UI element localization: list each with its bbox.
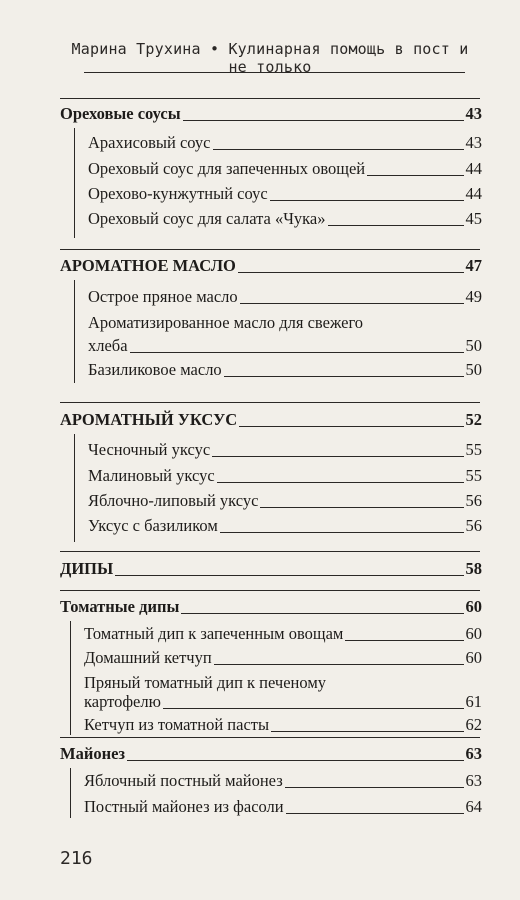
toc-entry-page: 64 [465, 797, 482, 816]
toc-entry[interactable] [88, 360, 482, 380]
toc-entry-page: 61 [465, 692, 482, 711]
toc-entry[interactable] [84, 692, 482, 712]
toc-entry-title: АРОМАТНЫЙ УКСУС [60, 410, 238, 429]
toc-entry-page: 47 [465, 256, 482, 275]
toc-entry[interactable] [88, 466, 482, 486]
leader-line [238, 272, 464, 273]
toc-entry-title: Кетчуп из томатной пасты [84, 715, 270, 734]
leader-line [271, 731, 463, 732]
toc-entry-page: 49 [465, 287, 482, 306]
toc-entry[interactable] [88, 491, 482, 511]
group-bracket [74, 434, 75, 542]
toc-entry-title: Домашний кетчуп [84, 648, 212, 667]
toc-entry-page: 55 [465, 466, 482, 485]
toc-entry[interactable] [88, 209, 482, 229]
leader-line [212, 456, 463, 457]
leader-line [130, 352, 464, 353]
toc-entry-page: 52 [465, 410, 482, 429]
toc-entry-title: Яблочный постный майонез [84, 771, 283, 790]
toc-entry-mayonnaise[interactable] [60, 744, 482, 764]
toc-entry-nut-sauces[interactable] [60, 104, 482, 124]
leader-line [224, 376, 464, 377]
toc-entry-tomato-dips[interactable] [60, 597, 482, 617]
toc-entry[interactable] [88, 440, 482, 460]
toc-entry-page: 44 [465, 159, 482, 178]
toc-entry-title: Арахисовый соус [88, 133, 211, 152]
section-rule [60, 98, 480, 99]
section-rule [60, 249, 480, 250]
group-bracket [70, 768, 71, 818]
section-rule [60, 402, 480, 403]
leader-line [217, 482, 464, 483]
toc-entry[interactable] [88, 336, 482, 356]
toc-entry-aromatic-vinegar[interactable] [60, 410, 482, 430]
leader-line [286, 813, 464, 814]
toc-entry[interactable] [84, 797, 482, 817]
leader-line [367, 175, 463, 176]
section-rule [60, 551, 480, 552]
toc-entry-page: 43 [465, 104, 482, 123]
page-number: 216 [60, 848, 93, 869]
toc-entry-title-line2: картофелю [84, 692, 161, 711]
toc-entry-title: Майонез [60, 744, 126, 763]
toc-entry-title: Ореховые соусы [60, 104, 181, 123]
toc-entry-title: Острое пряное масло [88, 287, 238, 306]
leader-line [240, 303, 464, 304]
toc-entry[interactable] [88, 287, 482, 307]
toc-entry-page: 60 [465, 624, 482, 643]
toc-entry[interactable] [88, 516, 482, 536]
leader-line [163, 708, 464, 709]
leader-line [239, 426, 463, 427]
leader-line [220, 532, 464, 533]
toc-entry-title: Уксус с базиликом [88, 516, 218, 535]
leader-line [115, 575, 463, 576]
toc-entry-page: 60 [465, 597, 482, 616]
toc-entry-page: 45 [465, 209, 482, 228]
toc-entry-title: ДИПЫ [60, 559, 114, 578]
toc-entry-page: 60 [465, 648, 482, 667]
running-head: Марина Трухина • Кулинарная помощь в пост и не только [71, 40, 469, 76]
toc-entry-page: 63 [465, 771, 482, 790]
toc-entry-title: Чесночный уксус [88, 440, 211, 459]
toc-entry-aromatic-oil[interactable] [60, 256, 482, 276]
leader-line [345, 640, 463, 641]
toc-entry-title: Базиликовое масло [88, 360, 222, 379]
toc-entry-page: 58 [465, 559, 482, 578]
group-bracket [74, 128, 75, 238]
toc-entry-title: Томатные дипы [60, 597, 180, 616]
leader-line [183, 120, 464, 121]
leader-line [213, 149, 464, 150]
toc-entry-dips[interactable] [60, 559, 482, 579]
toc-entry[interactable] [84, 648, 482, 668]
toc-entry-page: 62 [465, 715, 482, 734]
leader-line [285, 787, 464, 788]
leader-line [260, 507, 463, 508]
toc-entry[interactable] [88, 133, 482, 153]
leader-line [270, 200, 464, 201]
toc-entry-title-line2: хлеба [88, 336, 128, 355]
toc-entry-title: Ореховый соус для запеченных овощей [88, 159, 366, 178]
toc-entry-title: Постный майонез из фасоли [84, 797, 284, 816]
toc-entry-title: Томатный дип к запеченным овощам [84, 624, 344, 643]
leader-line [127, 760, 463, 761]
leader-line [214, 664, 464, 665]
section-rule [60, 737, 480, 738]
toc-entry-title: Орехово-кунжутный соус [88, 184, 268, 203]
toc-entry[interactable] [84, 624, 482, 644]
leader-line [181, 613, 463, 614]
toc-entry-title-line1: Пряный томатный дип к печеному [84, 673, 327, 692]
section-rule [60, 590, 480, 591]
toc-entry[interactable] [88, 159, 482, 179]
toc-entry[interactable] [84, 715, 482, 735]
toc-entry-page: 43 [465, 133, 482, 152]
group-bracket [70, 621, 71, 735]
toc-entry-title: АРОМАТНОЕ МАСЛО [60, 256, 236, 275]
toc-entry-title: Яблочно-липовый уксус [88, 491, 259, 510]
leader-line [328, 225, 464, 226]
header-rule [84, 72, 465, 73]
toc-entry[interactable] [84, 771, 482, 791]
toc-entry-page: 50 [465, 360, 482, 379]
toc-entry-page: 55 [465, 440, 482, 459]
toc-entry-page: 50 [465, 336, 482, 355]
toc-entry[interactable] [88, 184, 482, 204]
group-bracket [74, 280, 75, 383]
toc-entry-page: 56 [465, 491, 482, 510]
toc-entry-page: 63 [465, 744, 482, 763]
toc-entry-page: 44 [465, 184, 482, 203]
toc-entry-title: Малиновый уксус [88, 466, 215, 485]
toc-entry-title-line1: Ароматизированное масло для свежего [88, 313, 364, 332]
toc-entry-title: Ореховый соус для салата «Чука» [88, 209, 326, 228]
toc-entry-page: 56 [465, 516, 482, 535]
